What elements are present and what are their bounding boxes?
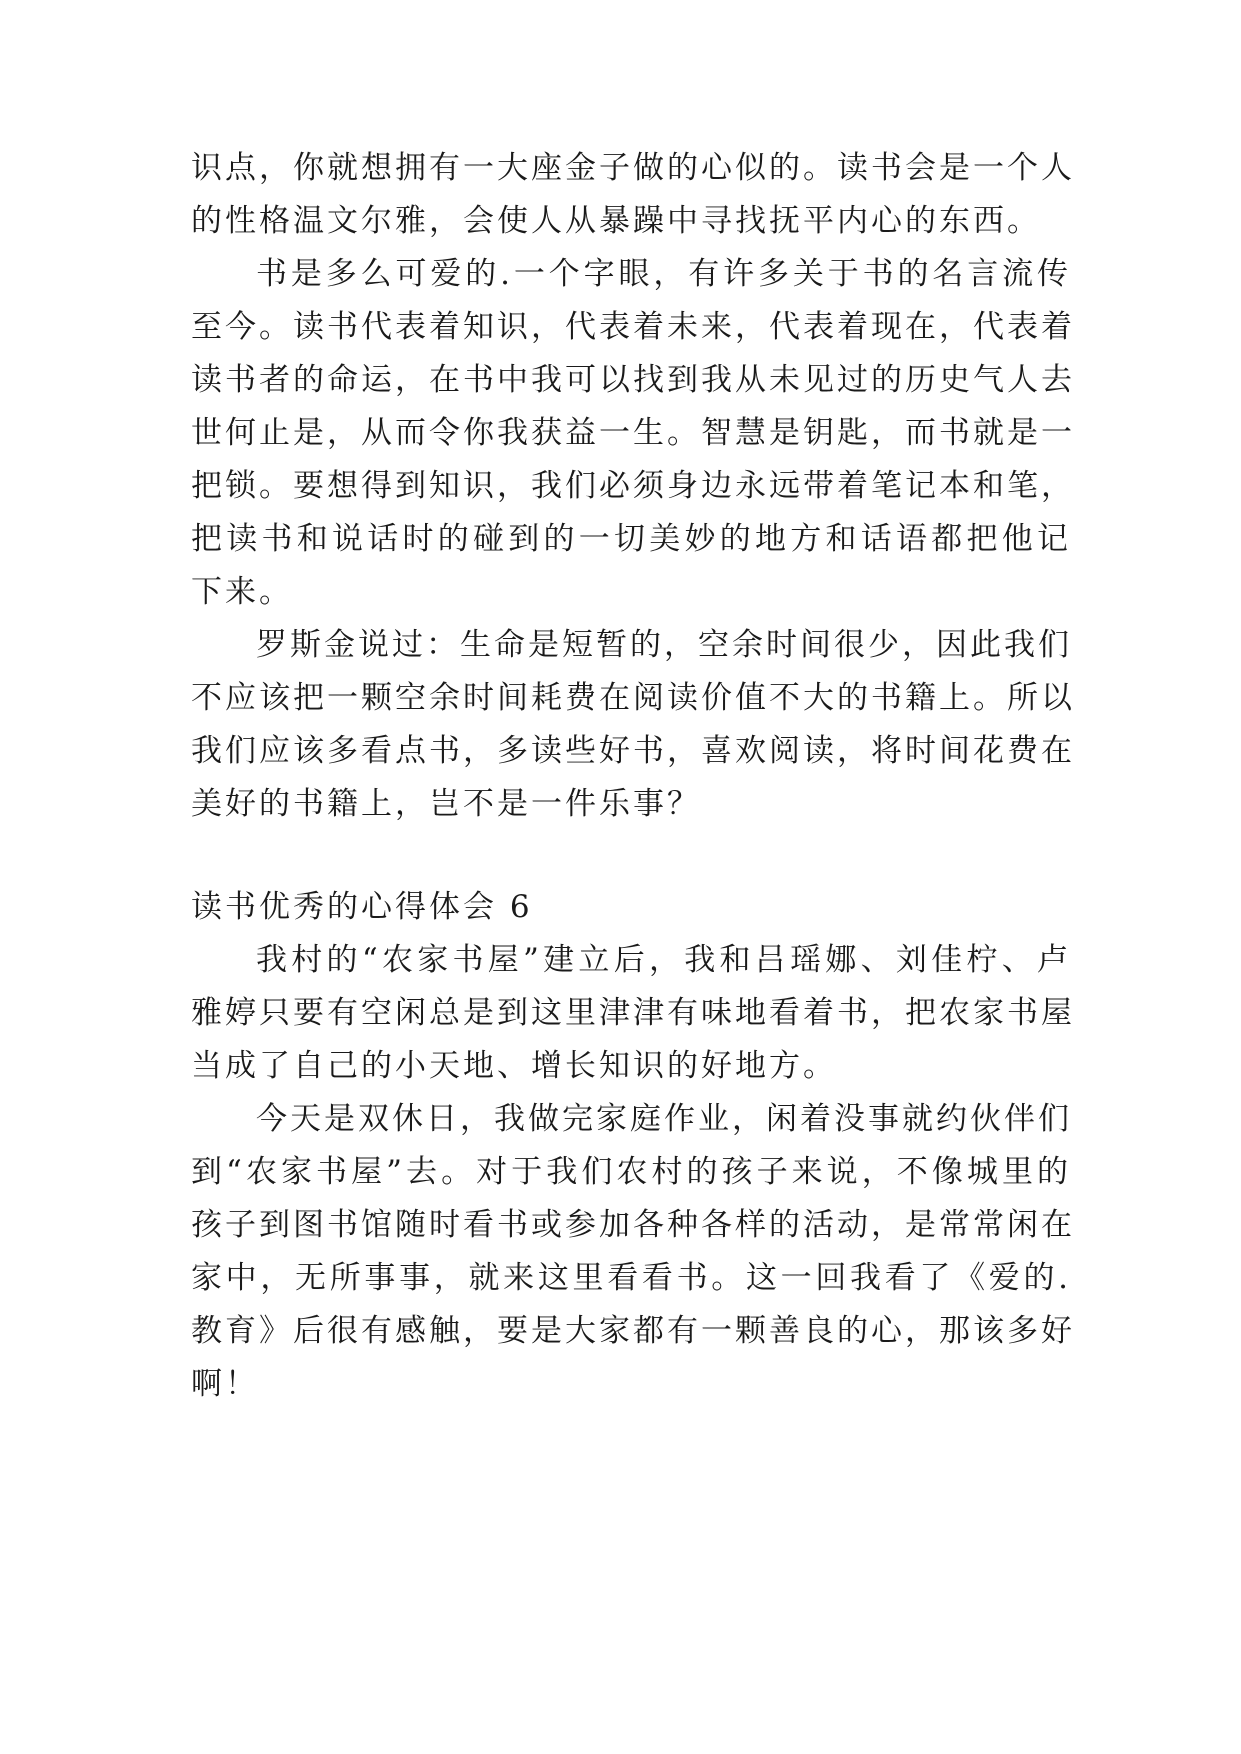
paragraph-line: 家中，无所事事，就来这里看看书。这一回我看了《爱的. (191, 1260, 1071, 1296)
section-heading: 读书优秀的心得体会 6 (191, 889, 533, 925)
paragraph-line: 书是多么可爱的.一个字眼，有许多关于书的名言流传 (256, 256, 1071, 292)
paragraph-line: 世何止是，从而令你我获益一生。智慧是钥匙，而书就是一 (191, 415, 1075, 451)
paragraph-line: 雅婷只要有空闲总是到这里津津有味地看着书，把农家书屋 (191, 995, 1075, 1031)
paragraph-line: 读书者的命运，在书中我可以找到我从未见过的历史气人去 (191, 362, 1075, 398)
paragraph-line: 到“农家书屋”去。对于我们农村的孩子来说，不像城里的 (191, 1154, 1071, 1190)
paragraph-line: 当成了自己的小天地、增长知识的好地方。 (191, 1048, 837, 1084)
paragraph-line: 教育》后很有感触，要是大家都有一颗善良的心，那该多好 (191, 1313, 1075, 1349)
paragraph-line: 识点，你就想拥有一大座金子做的心似的。读书会是一个人 (191, 150, 1075, 186)
paragraph-line: 至今。读书代表着知识，代表着未来，代表着现在，代表着 (191, 309, 1075, 345)
paragraph-line: 啊！ (191, 1366, 259, 1402)
paragraph-line: 下来。 (191, 574, 293, 610)
paragraph-line: 美好的书籍上，岂不是一件乐事？ (191, 786, 701, 822)
paragraph-line: 罗斯金说过：生命是短暂的，空余时间很少，因此我们 (256, 627, 1072, 663)
paragraph-line: 孩子到图书馆随时看书或参加各种各样的活动，是常常闲在 (191, 1207, 1075, 1243)
paragraph-line: 我们应该多看点书，多读些好书，喜欢阅读，将时间花费在 (191, 733, 1075, 769)
paragraph-line: 把锁。要想得到知识，我们必须身边永远带着笔记本和笔， (191, 468, 1075, 504)
paragraph-line: 的性格温文尔雅，会使人从暴躁中寻找抚平内心的东西。 (191, 203, 1041, 239)
paragraph-line: 把读书和说话时的碰到的一切美妙的地方和话语都把他记 (191, 521, 1071, 557)
paragraph-line: 我村的“农家书屋”建立后，我和吕瑶娜、刘佳柠、卢 (256, 942, 1071, 978)
paragraph-line: 不应该把一颗空余时间耗费在阅读价值不大的书籍上。所以 (191, 680, 1075, 716)
paragraph-line: 今天是双休日，我做完家庭作业，闲着没事就约伙伴们 (256, 1101, 1072, 1137)
